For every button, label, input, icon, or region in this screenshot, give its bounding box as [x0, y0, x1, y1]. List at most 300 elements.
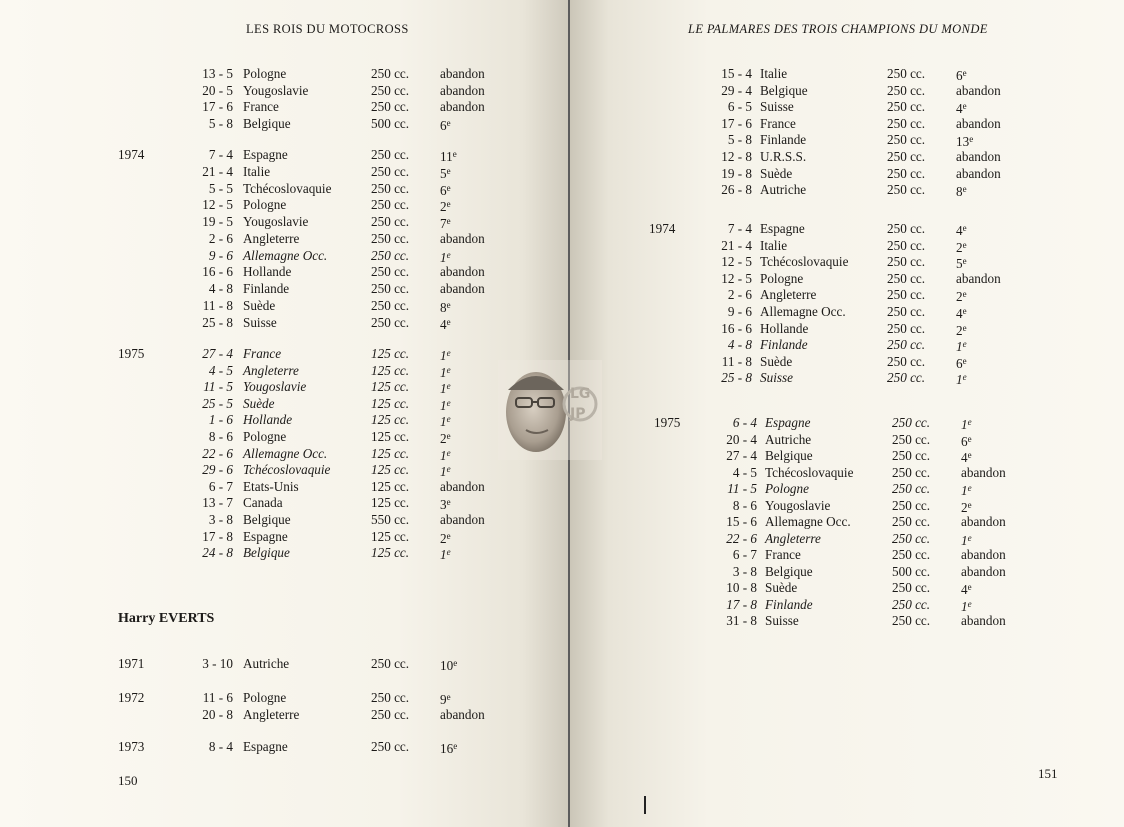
- race-country: Allemagne Occ.: [243, 247, 328, 263]
- engine-class: 250 cc.: [371, 147, 410, 162]
- race-date: 6 - 5: [727, 99, 752, 115]
- race-country: Tchécoslovaquie: [765, 464, 854, 480]
- race-date: 11 - 8: [721, 353, 752, 369]
- race-country: Pologne: [765, 481, 809, 496]
- engine-class: 250 cc.: [887, 165, 926, 181]
- race-date: 4 - 5: [732, 464, 757, 480]
- race-date: 25 - 8: [202, 314, 233, 330]
- engine-class: 250 cc.: [892, 514, 931, 529]
- engine-class: 250 cc.: [887, 237, 926, 253]
- race-result: [440, 263, 485, 280]
- result-value: abandon: [440, 82, 485, 98]
- result-value: abandon: [956, 270, 1001, 286]
- race-date: 8 - 6: [732, 497, 757, 513]
- result-ordinal-suffix: e: [962, 101, 967, 112]
- result-ordinal-suffix: e: [962, 322, 967, 333]
- race-date: 13 - 5: [202, 66, 233, 81]
- race-date: 7 - 4: [208, 147, 233, 162]
- result-value: 7: [440, 216, 447, 231]
- engine-class: 250 cc.: [892, 497, 931, 513]
- race-date: 12 - 5: [721, 270, 752, 286]
- result-ordinal-suffix: e: [446, 381, 451, 392]
- race-result: [440, 65, 485, 82]
- result-ordinal-suffix: e: [452, 149, 457, 159]
- race-date: 8 - 6: [208, 429, 233, 444]
- race-country: Finlande: [760, 337, 808, 353]
- engine-class: 250 cc.: [887, 182, 926, 198]
- race-date: 11 - 5: [203, 379, 233, 395]
- race-result: [440, 655, 457, 674]
- result-value: abandon: [956, 165, 1001, 181]
- race-result: [440, 314, 451, 333]
- result-ordinal-suffix: e: [446, 199, 451, 210]
- engine-class: 500 cc.: [892, 563, 931, 579]
- engine-class: 250 cc.: [371, 197, 410, 213]
- result-value: 6: [956, 355, 963, 371]
- engine-class: 250 cc.: [892, 481, 931, 496]
- result-ordinal-suffix: e: [962, 184, 967, 195]
- season-year: 1975: [118, 346, 145, 361]
- result-value: abandon: [440, 478, 485, 494]
- race-date: 13 - 7: [202, 495, 233, 511]
- race-country: Suède: [243, 395, 275, 411]
- engine-class: 250 cc.: [371, 707, 410, 722]
- engine-class: 250 cc.: [892, 580, 931, 595]
- result-value: 2: [961, 499, 968, 515]
- race-result: [440, 98, 485, 115]
- race-country: Espagne: [765, 415, 811, 430]
- result-ordinal-suffix: e: [446, 547, 451, 558]
- race-date: 12 - 5: [721, 254, 752, 270]
- season-year: 1974: [118, 147, 145, 162]
- result-value: abandon: [956, 82, 1001, 98]
- result-ordinal-suffix: e: [446, 117, 451, 128]
- result-value: abandon: [440, 512, 485, 527]
- engine-class: 250 cc.: [371, 314, 410, 330]
- race-date: 3 - 8: [732, 563, 757, 579]
- race-country: Autriche: [760, 182, 807, 198]
- engine-class: 125 cc.: [371, 445, 410, 461]
- race-date: 29 - 6: [202, 462, 233, 478]
- result-value: 2: [956, 239, 963, 255]
- result-value: 6: [956, 68, 963, 83]
- result-value: 2: [956, 322, 963, 338]
- race-country: Espagne: [243, 147, 288, 162]
- race-date: 27 - 4: [202, 346, 233, 361]
- result-value: 1: [440, 464, 447, 480]
- result-ordinal-suffix: e: [446, 364, 451, 375]
- result-value: 3: [440, 497, 447, 513]
- engine-class: 125 cc.: [371, 412, 410, 428]
- race-country: Autriche: [765, 431, 812, 447]
- engine-class: 250 cc.: [887, 149, 926, 164]
- race-date: 17 - 8: [726, 596, 757, 612]
- engine-class: 250 cc.: [892, 547, 931, 562]
- race-country: Espagne: [243, 528, 288, 544]
- race-country: Allemagne Occ.: [760, 304, 846, 319]
- race-country: Pologne: [243, 690, 287, 705]
- race-country: Belgique: [765, 563, 813, 579]
- race-date: 12 - 5: [202, 197, 233, 213]
- result-value: 4: [956, 306, 963, 321]
- result-value: 1: [440, 414, 447, 430]
- result-value: abandon: [961, 514, 1006, 529]
- race-result: [956, 369, 967, 388]
- race-date: 9 - 6: [208, 247, 233, 263]
- race-country: Belgique: [765, 448, 813, 463]
- race-country: Allemagne Occ.: [765, 514, 851, 529]
- rider-name-heading: Harry EVERTS: [118, 611, 215, 626]
- engine-class: 250 cc.: [371, 82, 410, 98]
- race-date: 21 - 4: [202, 163, 233, 179]
- race-country: Suède: [243, 297, 276, 313]
- race-date: 20 - 8: [202, 707, 233, 722]
- result-value: 2: [440, 199, 447, 215]
- result-ordinal-suffix: e: [446, 692, 451, 702]
- race-country: France: [243, 99, 279, 115]
- race-date: 3 - 10: [202, 656, 233, 671]
- race-country: Suède: [765, 580, 798, 595]
- engine-class: 250 cc.: [371, 180, 410, 196]
- result-value: 2: [440, 530, 447, 546]
- result-ordinal-suffix: e: [967, 499, 972, 510]
- result-value: 8: [956, 184, 963, 200]
- result-value: 2: [956, 289, 963, 305]
- engine-class: 250 cc.: [887, 370, 926, 386]
- race-date: 2 - 6: [727, 287, 752, 303]
- result-value: 1: [961, 483, 968, 498]
- result-ordinal-suffix: e: [962, 355, 967, 366]
- race-result: [956, 82, 1001, 99]
- race-country: Hollande: [243, 264, 292, 280]
- engine-class: 250 cc.: [892, 431, 931, 447]
- race-result: [440, 478, 485, 495]
- engine-class: 125 cc.: [371, 528, 410, 544]
- result-value: 1: [440, 364, 447, 380]
- result-ordinal-suffix: e: [962, 223, 967, 233]
- race-country: Yougoslavie: [243, 214, 309, 229]
- engine-class: 250 cc.: [887, 320, 926, 336]
- race-result: [440, 738, 457, 757]
- result-ordinal-suffix: e: [446, 348, 451, 358]
- race-country: Allemagne Occ.: [243, 445, 328, 461]
- engine-class: 250 cc.: [371, 281, 410, 296]
- race-date: 1 - 6: [208, 412, 233, 428]
- race-date: 21 - 4: [721, 237, 752, 253]
- engine-class: 250 cc.: [887, 221, 926, 236]
- engine-class: 125 cc.: [371, 379, 410, 395]
- svg-text:JP: JP: [570, 406, 586, 422]
- race-result: [440, 706, 485, 723]
- race-result: [440, 82, 485, 99]
- race-country: Hollande: [760, 320, 809, 336]
- result-ordinal-suffix: e: [446, 216, 451, 226]
- race-date: 2 - 6: [208, 230, 233, 246]
- race-date: 6 - 7: [208, 478, 233, 494]
- season-year: 1972: [118, 690, 145, 705]
- race-country: Angleterre: [765, 530, 821, 546]
- result-ordinal-suffix: e: [446, 431, 451, 441]
- result-value: 1: [961, 532, 968, 548]
- result-value: abandon: [440, 230, 485, 246]
- result-ordinal-suffix: e: [962, 306, 967, 316]
- race-result: [956, 115, 1001, 132]
- race-date: 29 - 4: [721, 82, 752, 98]
- result-ordinal-suffix: e: [446, 249, 451, 260]
- result-ordinal-suffix: e: [967, 417, 972, 427]
- result-value: 4: [956, 223, 963, 238]
- race-date: 10 - 8: [726, 580, 757, 595]
- race-country: Angleterre: [760, 287, 817, 303]
- engine-class: 125 cc.: [371, 495, 410, 511]
- race-country: Suède: [760, 165, 793, 181]
- result-ordinal-suffix: e: [446, 299, 451, 310]
- race-date: 25 - 5: [202, 395, 233, 411]
- race-date: 20 - 4: [726, 431, 757, 447]
- race-date: 27 - 4: [726, 448, 757, 463]
- result-ordinal-suffix: e: [969, 134, 974, 145]
- result-value: 8: [440, 299, 447, 315]
- result-value: abandon: [440, 707, 485, 722]
- race-country: Belgique: [243, 115, 291, 131]
- race-date: 4 - 8: [208, 281, 233, 296]
- result-ordinal-suffix: e: [967, 582, 972, 592]
- race-date: 6 - 4: [732, 415, 757, 430]
- result-value: abandon: [440, 99, 485, 115]
- right-page-number: 151: [1038, 766, 1058, 781]
- race-date: 5 - 8: [208, 115, 233, 131]
- engine-class: 550 cc.: [371, 512, 410, 527]
- result-value: 1: [956, 339, 963, 355]
- result-ordinal-suffix: e: [446, 414, 451, 425]
- result-ordinal-suffix: e: [962, 372, 967, 383]
- race-result: [961, 563, 1006, 580]
- race-date: 4 - 8: [727, 337, 752, 353]
- result-value: 5: [956, 256, 963, 272]
- race-country: Pologne: [243, 66, 287, 81]
- engine-class: 250 cc.: [887, 82, 926, 98]
- race-country: Angleterre: [243, 362, 299, 378]
- engine-class: 250 cc.: [371, 247, 410, 263]
- engine-class: 125 cc.: [371, 362, 410, 378]
- race-result: [956, 181, 967, 200]
- race-date: 11 - 6: [202, 690, 233, 705]
- race-date: 25 - 8: [721, 370, 752, 386]
- result-value: 1: [440, 447, 447, 463]
- result-ordinal-suffix: e: [446, 316, 451, 327]
- engine-class: 500 cc.: [371, 115, 410, 131]
- race-country: Etats-Unis: [243, 478, 299, 494]
- race-date: 12 - 8: [721, 149, 752, 164]
- race-country: Yougoslavie: [243, 82, 309, 98]
- result-ordinal-suffix: e: [962, 339, 967, 350]
- result-ordinal-suffix: e: [446, 447, 451, 458]
- result-value: 6: [440, 182, 447, 198]
- race-country: Yougoslavie: [765, 497, 831, 513]
- race-country: France: [243, 346, 282, 361]
- result-value: 1: [440, 348, 447, 363]
- result-ordinal-suffix: e: [446, 182, 451, 193]
- race-date: 31 - 8: [726, 613, 757, 628]
- engine-class: 125 cc.: [371, 462, 410, 478]
- engine-class: 250 cc.: [887, 270, 926, 286]
- race-result: [961, 546, 1006, 563]
- race-country: Belgique: [243, 545, 290, 561]
- race-country: Italie: [760, 66, 788, 81]
- season-year: 1971: [118, 656, 145, 671]
- engine-class: 250 cc.: [887, 66, 926, 81]
- result-value: 1: [440, 381, 447, 397]
- race-country: Suisse: [760, 99, 794, 115]
- race-date: 20 - 5: [202, 82, 233, 98]
- gutter-portrait-photo: [498, 360, 602, 460]
- race-date: 15 - 6: [726, 514, 757, 529]
- race-result: [961, 513, 1006, 530]
- engine-class: 250 cc.: [892, 530, 931, 546]
- engine-class: 125 cc.: [371, 429, 410, 444]
- race-date: 16 - 6: [202, 264, 233, 280]
- race-country: Finlande: [243, 281, 290, 296]
- result-value: 1: [961, 598, 968, 614]
- engine-class: 125 cc.: [371, 545, 410, 561]
- result-ordinal-suffix: e: [446, 530, 451, 541]
- race-country: Italie: [243, 163, 271, 179]
- result-value: abandon: [440, 66, 485, 81]
- result-value: abandon: [956, 149, 1001, 164]
- engine-class: 250 cc.: [371, 163, 410, 179]
- race-country: Canada: [243, 495, 283, 511]
- result-value: 1: [440, 547, 447, 563]
- race-country: Pologne: [243, 197, 287, 213]
- result-ordinal-suffix: e: [453, 741, 458, 751]
- race-country: Belgique: [243, 512, 291, 527]
- engine-class: 250 cc.: [371, 690, 410, 705]
- race-date: 9 - 6: [727, 304, 752, 319]
- race-result: [956, 270, 1001, 287]
- race-date: 17 - 6: [721, 115, 752, 131]
- result-value: 1: [440, 249, 447, 265]
- race-date: 8 - 4: [208, 739, 233, 754]
- race-date: 26 - 8: [721, 182, 752, 198]
- result-ordinal-suffix: e: [967, 598, 972, 609]
- engine-class: 250 cc.: [371, 264, 410, 280]
- engine-class: 125 cc.: [371, 478, 410, 494]
- result-value: abandon: [961, 547, 1006, 562]
- race-date: 17 - 8: [202, 528, 233, 544]
- race-country: Yougoslavie: [243, 379, 307, 395]
- left-running-head: LES ROIS DU MOTOCROSS: [246, 22, 409, 36]
- svg-text:LG: LG: [570, 386, 591, 402]
- engine-class: 250 cc.: [371, 297, 410, 313]
- race-date: 6 - 7: [732, 547, 757, 562]
- race-country: Angleterre: [243, 230, 300, 246]
- engine-class: 250 cc.: [371, 99, 410, 115]
- engine-class: 250 cc.: [887, 304, 926, 319]
- race-country: Tchécoslovaquie: [243, 180, 332, 196]
- race-country: France: [760, 115, 796, 131]
- result-value: 11: [440, 149, 453, 164]
- race-result: [440, 511, 485, 528]
- result-ordinal-suffix: e: [453, 658, 458, 668]
- result-value: 5: [440, 165, 447, 181]
- result-value: 2: [440, 431, 447, 446]
- result-ordinal-suffix: e: [967, 532, 972, 543]
- race-country: Tchécoslovaquie: [760, 254, 849, 270]
- result-value: abandon: [961, 613, 1006, 628]
- result-ordinal-suffix: e: [962, 256, 967, 267]
- race-result: [961, 612, 1006, 629]
- race-date: 22 - 6: [202, 445, 233, 461]
- race-date: 5 - 8: [727, 132, 752, 148]
- result-value: abandon: [956, 115, 1001, 131]
- right-page: [570, 0, 1124, 827]
- race-date: 3 - 8: [208, 512, 233, 527]
- engine-class: 250 cc.: [371, 656, 410, 671]
- engine-class: 250 cc.: [887, 287, 926, 303]
- race-country: Italie: [760, 237, 788, 253]
- engine-class: 250 cc.: [887, 115, 926, 131]
- result-value: 6: [440, 117, 447, 133]
- race-country: Espagne: [760, 221, 805, 236]
- race-result: [956, 165, 1001, 182]
- left-page-number: 150: [118, 773, 138, 788]
- race-country: Finlande: [760, 132, 807, 148]
- margin-mark: [644, 796, 646, 814]
- result-ordinal-suffix: e: [446, 497, 451, 508]
- race-date: 7 - 4: [727, 221, 752, 236]
- race-result: [956, 148, 1001, 165]
- result-value: 10: [440, 658, 454, 673]
- race-date: 17 - 6: [202, 99, 233, 115]
- race-country: Suisse: [243, 314, 277, 330]
- engine-class: 250 cc.: [892, 464, 931, 480]
- result-value: 16: [440, 741, 454, 756]
- result-value: abandon: [961, 563, 1006, 579]
- result-value: abandon: [961, 464, 1006, 480]
- engine-class: 250 cc.: [887, 353, 926, 369]
- result-ordinal-suffix: e: [967, 433, 972, 444]
- race-date: 19 - 5: [202, 214, 233, 229]
- race-country: Angleterre: [243, 707, 300, 722]
- race-result: [961, 464, 1006, 481]
- race-result: [440, 544, 451, 563]
- race-result: [440, 280, 485, 297]
- engine-class: 250 cc.: [887, 99, 926, 115]
- result-value: 1: [440, 397, 447, 413]
- race-country: Suisse: [765, 613, 799, 628]
- result-value: 13: [956, 134, 970, 150]
- race-country: Pologne: [243, 429, 287, 444]
- result-ordinal-suffix: e: [967, 450, 972, 460]
- race-date: 15 - 4: [721, 66, 752, 81]
- result-value: 9: [440, 692, 447, 707]
- engine-class: 250 cc.: [887, 337, 926, 353]
- result-value: 4: [440, 316, 447, 332]
- season-year: 1974: [649, 221, 676, 236]
- race-date: 22 - 6: [726, 530, 757, 546]
- engine-class: 250 cc.: [371, 214, 410, 229]
- engine-class: 250 cc.: [892, 448, 931, 463]
- engine-class: 250 cc.: [887, 132, 926, 148]
- result-value: 4: [961, 450, 968, 465]
- result-ordinal-suffix: e: [962, 289, 967, 300]
- race-result: [440, 115, 451, 134]
- engine-class: 250 cc.: [371, 739, 410, 754]
- result-ordinal-suffix: e: [962, 68, 967, 78]
- race-date: 16 - 6: [721, 320, 752, 336]
- result-value: 1: [956, 372, 963, 388]
- engine-class: 125 cc.: [371, 346, 410, 361]
